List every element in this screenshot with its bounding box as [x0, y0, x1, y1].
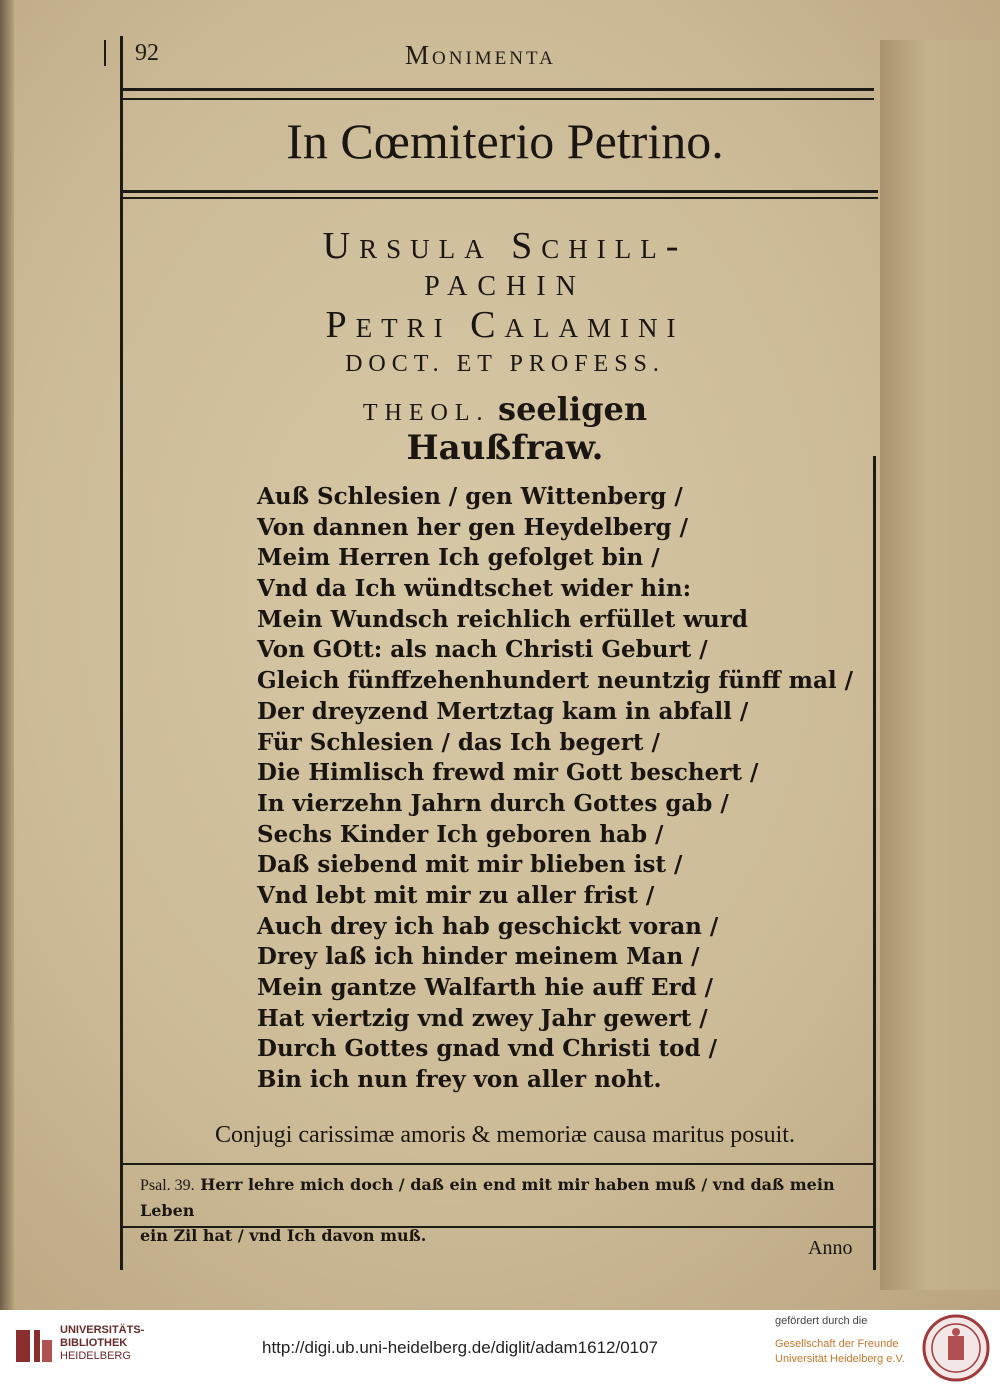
footnote-line1: Herr lehre mich doch / daß ein end mit mir haben muß / vnd daß mein Leben — [140, 1175, 835, 1220]
library-name-line3: HEIDELBERG — [60, 1350, 131, 1362]
verse-line: Auß Schlesien / gen Wittenberg / — [257, 483, 683, 510]
epitaph-heading-line1: Ursula Schill- — [322, 225, 688, 267]
verse-line: Mein gantze Walfarth hie auff Erd / — [257, 974, 714, 1001]
sponsor-org-line1: Gesellschaft der Freunde — [775, 1338, 899, 1350]
epitaph-heading-line5-caps: THEOL. — [362, 400, 490, 426]
footnote-rule — [122, 1163, 876, 1165]
library-logo-icon — [14, 1326, 54, 1366]
verse-line: Drey laß ich hinder meinem Man / — [257, 943, 700, 971]
verse-line: Hat viertzig vnd zwey Jahr gewert / — [257, 1004, 708, 1032]
verse-line: Vnd lebt mit mir zu aller frist / — [257, 881, 655, 909]
verse-line: Meim Herren Ich gefolget bin / — [257, 544, 660, 572]
permalink-url[interactable]: http://digi.ub.uni-heidelberg.de/diglit/adam1612/0107 — [262, 1338, 659, 1357]
running-head: Monimenta — [405, 40, 556, 70]
epitaph-heading-line5-fraktur: seeligen — [498, 390, 648, 428]
verse-line: Die Himlisch frewd mir Gott beschert / — [257, 759, 759, 787]
verse-line: Sechs Kinder Ich geboren hab / — [257, 820, 664, 848]
title-bottom-rule-thin — [122, 197, 878, 199]
facing-page-bleed — [880, 40, 1000, 1290]
verse-line: Gleich fünffzehenhundert neuntzig fünff mal / — [257, 667, 854, 695]
epitaph-heading-line2: PACHIN — [424, 271, 586, 302]
verse-line: Von dannen her gen Heydelberg / — [257, 513, 689, 541]
dedication-line: Conjugi carissimæ amoris & memoriæ causa maritus posuit. — [215, 1122, 795, 1148]
epitaph-heading-line5 — [125, 390, 885, 429]
verse-line: Vnd da Ich wündtschet wider hin: — [257, 575, 692, 603]
library-name-line1: UNIVERSITÄTS- — [60, 1324, 145, 1336]
epitaph-heading-line4: DOCT. ET PROFESS. — [345, 351, 665, 377]
verse-line: In vierzehn Jahrn durch Gottes gab / — [257, 789, 729, 817]
verse-line: Daß siebend mit mir blieben ist / — [257, 851, 683, 879]
library-name-line2: BIBLIOTHEK — [60, 1337, 128, 1349]
verse-line: Durch Gottes gnad vnd Christi tod / — [257, 1035, 717, 1063]
frame-left-outer-rule — [104, 40, 106, 66]
sponsor-block[interactable] — [775, 1314, 905, 1367]
verse-line: Von GOtt: als nach Christi Geburt / — [257, 636, 708, 664]
epitaph-verse — [257, 482, 857, 1096]
university-seal-icon — [922, 1314, 990, 1382]
frame-left-rule — [120, 36, 123, 1270]
header-rule — [122, 88, 874, 91]
page-number: 92 — [135, 40, 159, 66]
footnote-reference: Psal. 39. — [140, 1177, 195, 1194]
viewer-footer — [0, 1310, 1000, 1385]
sponsor-org-line2: Universität Heidelberg e.V. — [775, 1353, 905, 1365]
epitaph-heading-line3: Petri Calamini — [325, 304, 685, 346]
catchword: Anno — [808, 1237, 853, 1259]
section-title: In Cœmiterio Petrino. — [286, 113, 724, 169]
library-name[interactable] — [60, 1324, 144, 1363]
verse-line: Mein Wundsch reichlich erfüllet wurd — [257, 605, 748, 633]
title-top-rule — [122, 98, 874, 100]
psalm-footnote — [140, 1172, 875, 1248]
verse-line: Bin ich nun frey von aller noht. — [257, 1066, 662, 1094]
title-bottom-rule — [122, 190, 878, 193]
verse-line: Der dreyzend Mertztag kam in abfall / — [257, 697, 749, 725]
sponsor-label: gefördert durch die — [775, 1315, 868, 1327]
page-header — [135, 38, 875, 78]
verse-line: Für Schlesien / das Ich begert / — [257, 728, 660, 756]
left-page-edge — [0, 0, 14, 1310]
footnote-line2: ein Zil hat / vnd Ich davon muß. — [140, 1226, 427, 1245]
verse-line: Auch drey ich hab geschickt voran / — [257, 912, 719, 940]
epitaph-heading-line6: Haußfraw. — [406, 428, 604, 468]
